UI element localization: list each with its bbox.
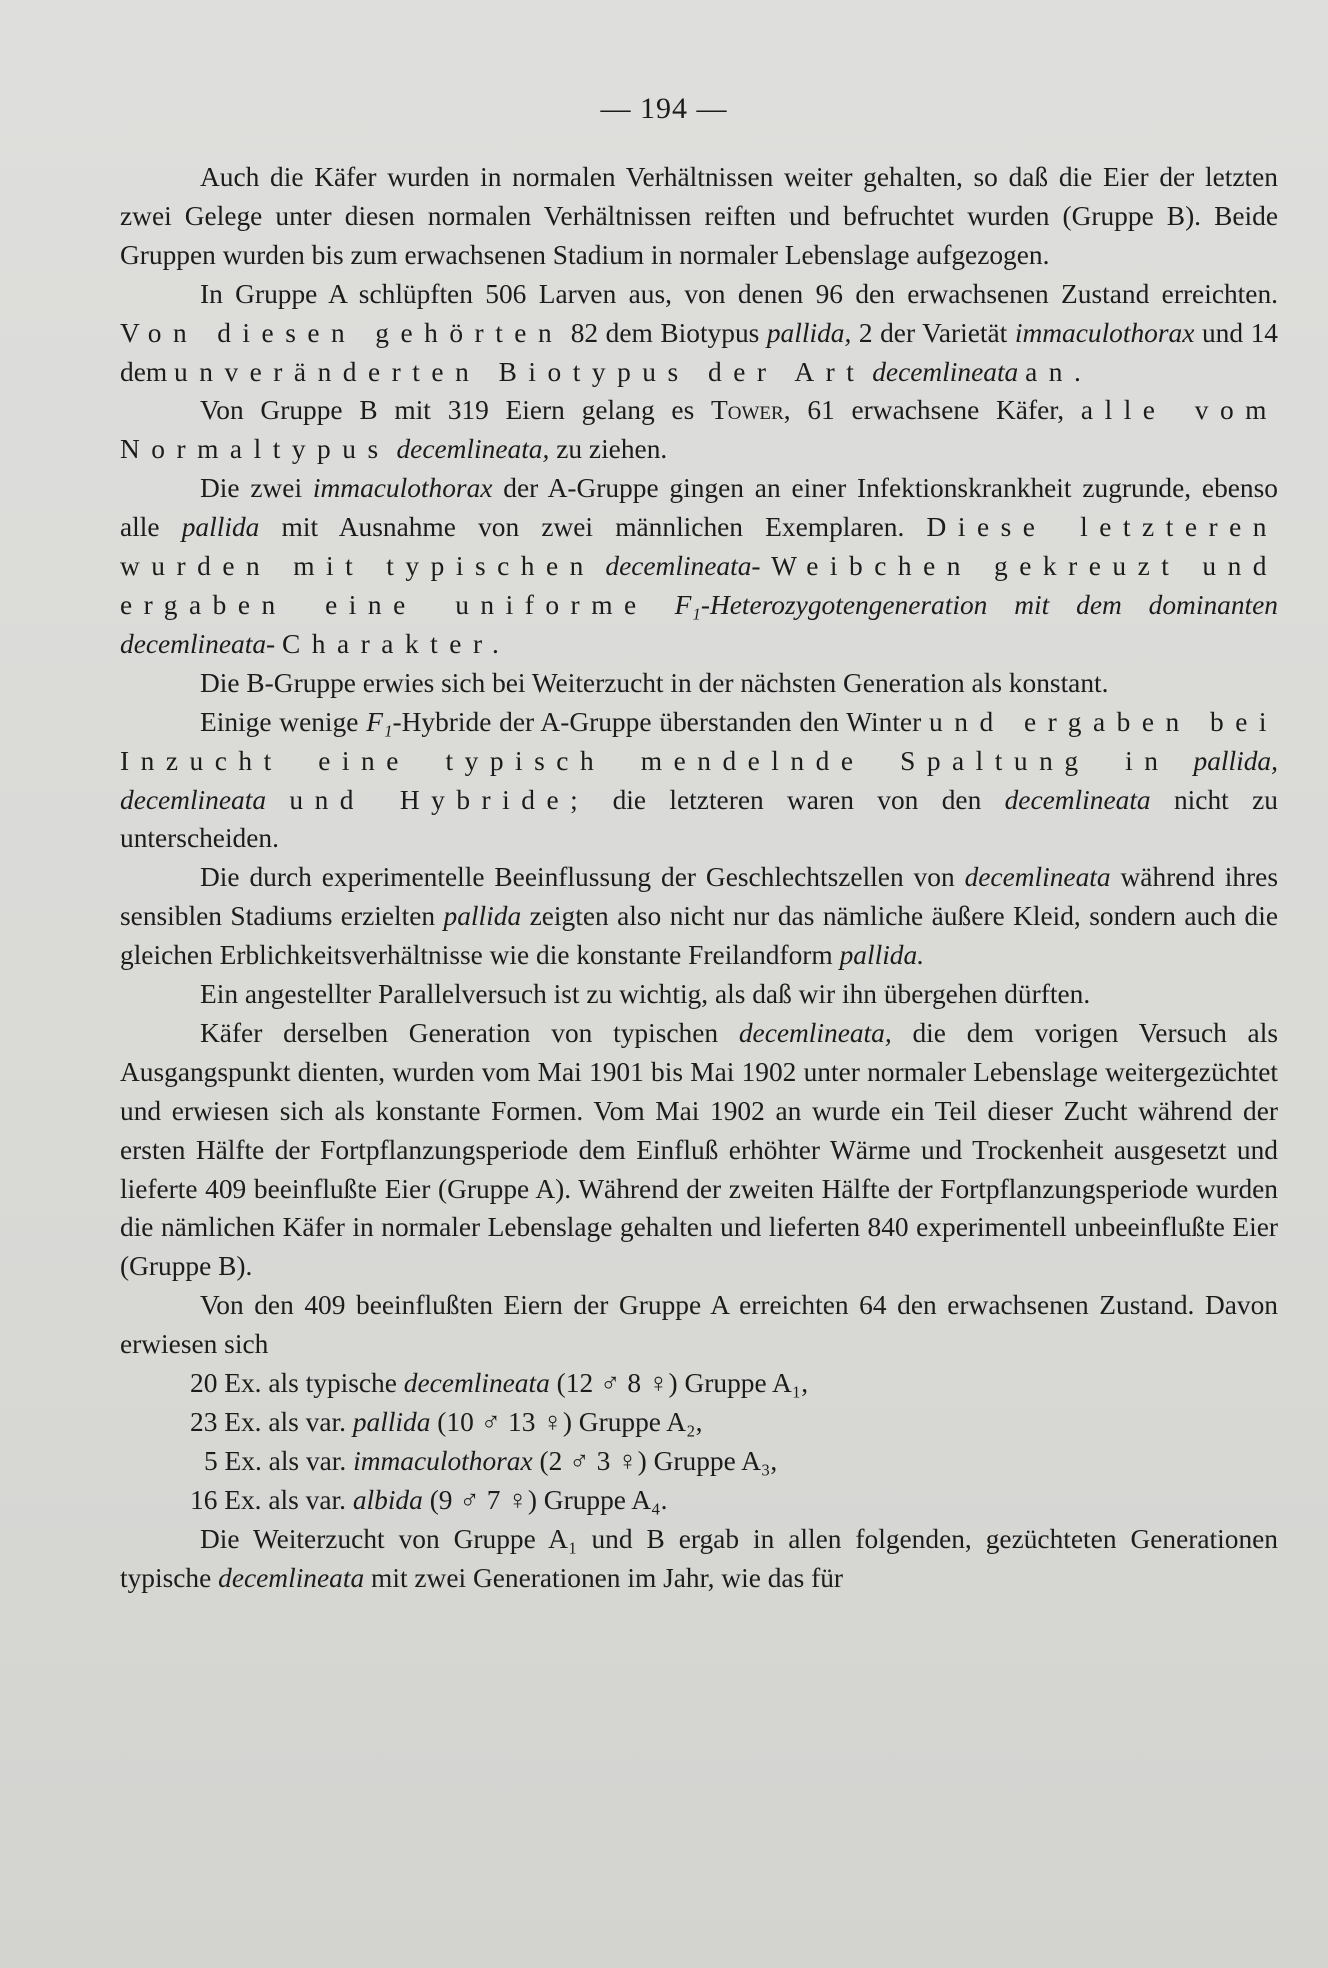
paragraph-7: Die durch experimentelle Beeinflussung der Geschlechtszellen von decemlineata während ihres sensiblen Stadiums erzielten pallida zeigten also nicht nur das nämliche äußere Kleid, sondern auch die gleichen Erblichkeitsverhältnisse wie die konstante Freilandform pallida.: [120, 862, 1278, 971]
specimen-list: [120, 1364, 1278, 1520]
paragraph-4: Die zwei immaculothorax der A-Gruppe gingen an einer Infektionskrankheit zugrunde, ebenso alle pallida mit Ausnahme von zwei männlichen Exemplaren. Diese letzteren wurden mit typischen decemlineata- Weibchen gekreuzt und ergaben eine uniforme F₁-Heterozygotengeneration mit dem dominanten decemlineata- Charakter.: [120, 473, 1278, 659]
list-item: 20 Ex. als typische decemlineata (12 ♂ 8 ♀) Gruppe A₁,: [190, 1368, 809, 1399]
paragraph-9: Käfer derselben Generation von typischen decemlineata, die dem vorigen Versuch als Ausgangspunkt dienten, wurden vom Mai 1901 bis Mai 1902 unter normaler Lebenslage weitergezüchtet und erwiesen sich als konstante Formen. Vom Mai 1902 an wurde ein Teil dieser Zucht während der ersten Hälfte der Fortpflanzungsperiode dem Einfluß erhöhter Wärme und Trockenheit ausgesetzt und lieferte 409 beeinflußte Eier (Gruppe A). Während der zweiten Hälfte der Fortpflanzungsperiode wurden die nämlichen Käfer in normaler Lebenslage gehalten und lieferten 840 experimentell unbeeinflußte Eier (Gruppe B).: [120, 1017, 1278, 1282]
list-item: 23 Ex. als var. pallida (10 ♂ 13 ♀) Gruppe A₂,: [190, 1407, 703, 1437]
paragraph-10: Von den 409 beeinflußten Eiern der Gruppe A erreichten 64 den erwachsenen Zustand. Davon erwiesen sich: [120, 1290, 1278, 1360]
paragraph-8: Ein angestellter Parallelversuch ist zu wichtig, als daß wir ihn übergehen dürften.: [200, 979, 1091, 1010]
paragraph-5: Die B-Gruppe erwies sich bei Weiterzucht in der nächsten Generation als konstant.: [200, 667, 1109, 698]
list-item: 16 Ex. als var. albida (9 ♂ 7 ♀) Gruppe A₄.: [190, 1484, 668, 1515]
paragraph-3: Von Gruppe B mit 319 Eiern gelang es Tower, 61 erwachsene Käfer, alle vom Normaltypus decemlineata, zu ziehen.: [120, 395, 1278, 465]
paragraph-2: In Gruppe A schlüpften 506 Larven aus, von denen 96 den erwachsenen Zustand erreichten. Von diesen gehörten 82 dem Biotypus pallida, 2 der Varietät immaculothorax und 14 dem unveränderten Biotypus der Art decemlineata an.: [120, 278, 1278, 387]
paragraph-1: Auch die Käfer wurden in normalen Verhältnissen weiter gehalten, so daß die Eier der letzten zwei Gelege unter diesen normalen Verhältnissen reiften und befruchtet wurden (Gruppe B). Beide Gruppen wurden bis zum erwachsenen Stadium in normaler Lebenslage aufgezogen.: [120, 162, 1278, 270]
list-item: 5 Ex. als var. immaculothorax (2 ♂ 3 ♀) Gruppe A₃,: [204, 1445, 778, 1476]
body-text: [120, 158, 1278, 1598]
paragraph-6: Einige wenige F₁-Hybride der A-Gruppe überstanden den Winter und ergaben bei Inzucht eine typisch mendelnde Spaltung in pallida, decemlineata und Hybride; die letzteren waren von den decemlineata nicht zu unterscheiden.: [120, 706, 1278, 854]
paragraph-11: Die Weiterzucht von Gruppe A₁ und B ergab in allen folgenden, gezüchteten Generationen typische decemlineata mit zwei Generationen im Jahr, wie das für: [120, 1523, 1278, 1593]
page-number: — 194 —: [600, 92, 728, 125]
